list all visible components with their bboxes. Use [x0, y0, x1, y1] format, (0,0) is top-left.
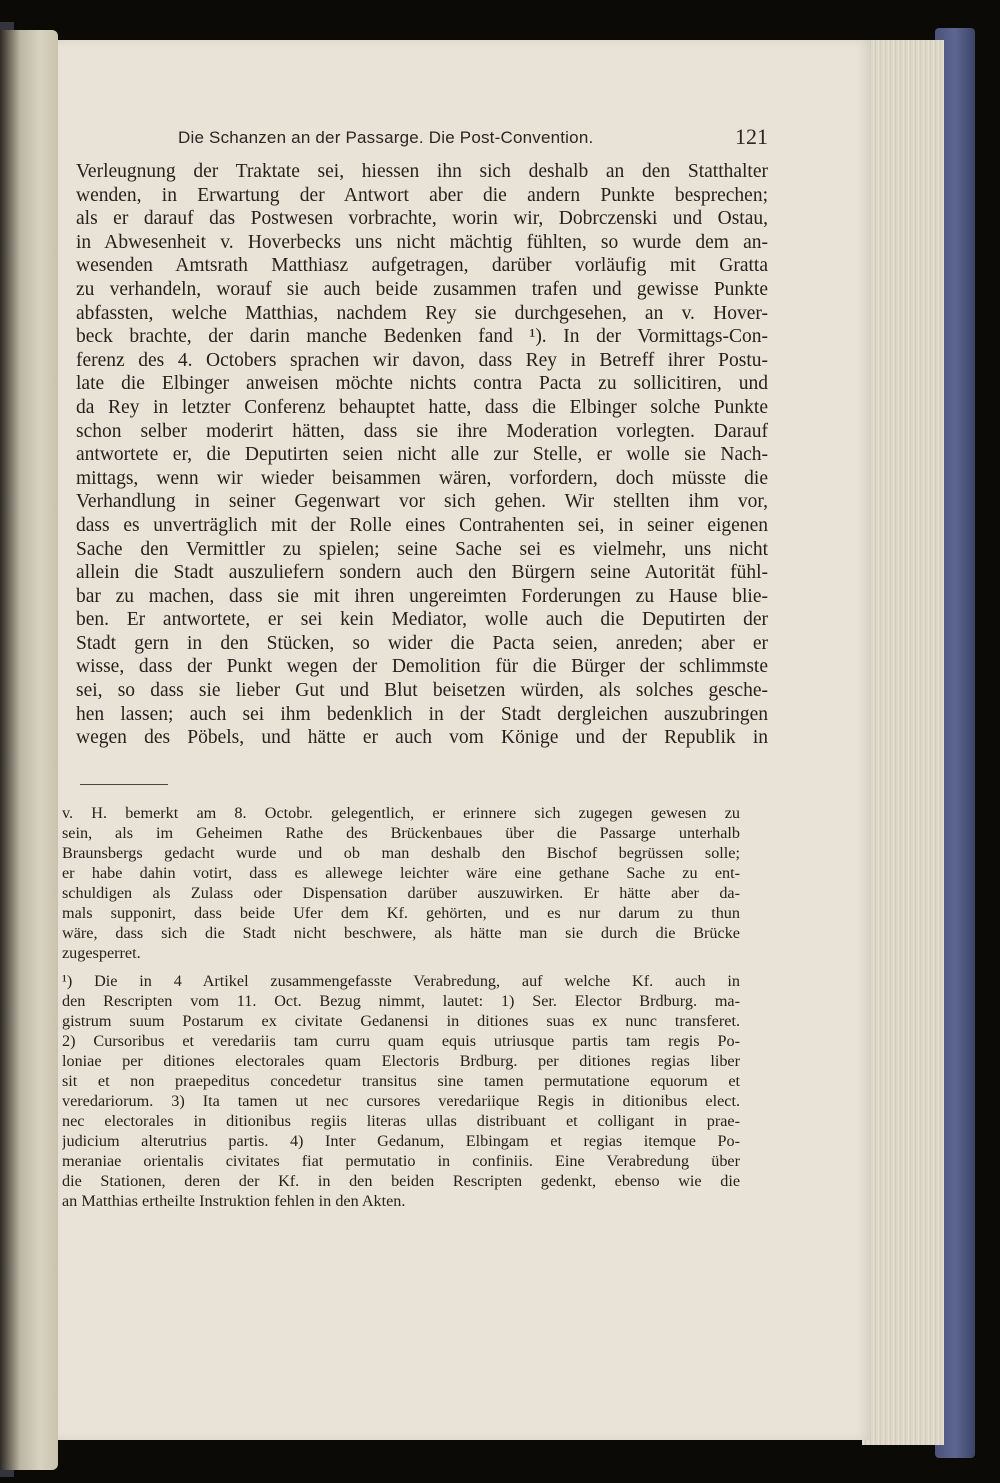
footnote-line: wäre, dass sich die Stadt nicht beschwere, als hätte man sie durch die Brücke [62, 924, 740, 942]
footnote-line: er habe dahin votirt, dass es allewege leichter wäre eine gethane Sache zu ent- [62, 864, 740, 882]
footnote-line: veredariorum. 3) Ita tamen ut nec cursores veredariique Regis in ditionibus elect. [62, 1092, 740, 1110]
text-line: wenden, in Erwartung der Antwort aber die andern Punkte besprechen; [76, 184, 768, 206]
footnote-line: ¹) Die in 4 Artikel zusammengefasste Verabredung, auf welche Kf. auch in [62, 972, 740, 990]
footnote-line: mals supponirt, dass beide Ufer dem Kf. gehörten, und es nur darum zu thun [62, 904, 740, 922]
footnote-continued [62, 803, 740, 963]
text-line: sei, so dass sie lieber Gut und Blut beisetzen würden, als solches gesche- [76, 680, 768, 702]
footnote-line: zugesperret. [62, 944, 141, 962]
text-line: wesenden Amtsrath Matthiasz aufgetragen, darüber vorläufig mit Gratta [76, 255, 768, 277]
text-line: dass es unverträglich mit der Rolle eines Contrahenten sei, in seiner eigenen [76, 514, 768, 536]
text-line: late die Elbinger anweisen möchte nichts contra Pacta zu sollicitiren, und [76, 373, 768, 395]
footnote-line: den Rescripten vom 11. Oct. Bezug nimmt, lautet: 1) Ser. Elector Brdburg. ma- [62, 992, 740, 1010]
footnote-separator [80, 784, 168, 785]
text-line: zu verhandeln, worauf sie auch beide zusammen trafen und gewisse Punkte [76, 278, 768, 300]
text-line: ben. Er antwortete, er sei kein Mediator, wolle auch die Deputirten der [76, 609, 768, 631]
footnotes [62, 803, 740, 1219]
text-line: allein die Stadt auszuliefern sondern auch den Bürgern seine Autorität fühl- [76, 562, 768, 584]
footnote-line: sein, als im Geheimen Rathe des Brückenbaues über die Passarge unterhalb [62, 824, 740, 842]
footnote-line: loniae per ditiones electorales quam Electoris Brdburg. per ditiones regias liber [62, 1052, 740, 1070]
footnote-line: 2) Cursoribus et veredariis tam curru quam equis utriusque partis tam regis Po- [62, 1032, 740, 1050]
footnote-1 [62, 971, 740, 1211]
text-line: wegen des Pöbels, und hätte er auch vom Könige und der Republik in [76, 727, 768, 749]
footnote-line: an Matthias ertheilte Instruktion fehlen in den Akten. [62, 1192, 406, 1210]
text-line: abfassten, welche Matthias, nachdem Rey sie durchgesehen, an v. Hover- [76, 302, 768, 324]
footnote-line: schuldigen als Zulass oder Dispensation darüber auszuwirken. Er hätte aber da- [62, 884, 740, 902]
text-line: wisse, dass der Punkt wegen der Demolition für die Bürger der schlimmste [76, 656, 768, 678]
text-line: Sache den Vermittler zu spielen; seine Sache sei es vielmehr, uns nicht [76, 538, 768, 560]
page-header [178, 124, 768, 158]
page-number: 121 [735, 124, 768, 149]
text-line: in Abwesenheit v. Hoverbecks uns nicht mächtig fühlten, so wurde dem an- [76, 231, 768, 253]
page-stack-edge [862, 40, 944, 1445]
text-line: ferenz des 4. Octobers sprachen wir davon, dass Rey in Betreff ihrer Postu- [76, 349, 768, 371]
footnote-line: nec electorales in ditionibus regiis literas ullas distribuant et colligant in prae- [62, 1112, 740, 1130]
left-page-edge [0, 30, 58, 1470]
footnote-line: meraniae orientalis civitates fiat permutatio in confiniis. Eine Verabredung über [62, 1152, 740, 1170]
text-line: mittags, wenn wir wieder beisammen wären, vorfordern, doch müsste die [76, 467, 768, 489]
footnote-line: judicium alterutrius partis. 4) Inter Gedanum, Elbingam et regias itemque Po- [62, 1132, 740, 1150]
footnote-line: die Stationen, deren der Kf. in den beiden Rescripten gedenkt, ebenso wie die [62, 1172, 740, 1190]
text-line: antwortete er, die Deputirten seien nicht alle zur Stelle, er wolle sie Nach- [76, 444, 768, 466]
footnote-line: v. H. bemerkt am 8. Octobr. gelegentlich, er erinnere sich zugegen gewesen zu [62, 804, 740, 822]
text-line: beck brachte, der darin manche Bedenken fand ¹). In der Vormittags-Con- [76, 326, 768, 348]
text-line: bar zu machen, dass sie mit ihren ungereimten Forderungen zu Hause blie- [76, 585, 768, 607]
text-line: da Rey in letzter Conferenz behauptet hatte, dass die Elbinger solche Punkte [76, 396, 768, 418]
main-text [76, 160, 768, 750]
footnote-line: Braunsbergs gedacht wurde und ob man deshalb den Bischof begrüssen solle; [62, 844, 740, 862]
text-line: hen lassen; auch sei ihm bedenklich in der Stadt dergleichen auszubringen [76, 703, 768, 725]
footnote-line: sit et non praepeditus concedetur transitus sine tamen permutatione equorum et [62, 1072, 740, 1090]
text-line: Verleugnung der Traktate sei, hiessen ihn sich deshalb an den Statthalter [76, 161, 768, 182]
footnote-line: gistrum suum Postarum ex civitate Gedanensi in ditiones suas ex nunc transferet. [62, 1012, 740, 1030]
text-line: als er darauf das Postwesen vorbrachte, worin wir, Dobrczenski und Ostau, [76, 208, 768, 230]
text-line: Verhandlung in seiner Gegenwart vor sich gehen. Wir stellten ihm vor, [76, 491, 768, 513]
running-title: Die Schanzen an der Passarge. Die Post-Convention. [178, 128, 594, 147]
text-line: Stadt gern in den Stücken, so wider die Pacta seien, anreden; aber er [76, 632, 768, 654]
text-line: schon selber moderirt hätten, dass sie ihre Moderation vorlegten. Darauf [76, 420, 768, 442]
